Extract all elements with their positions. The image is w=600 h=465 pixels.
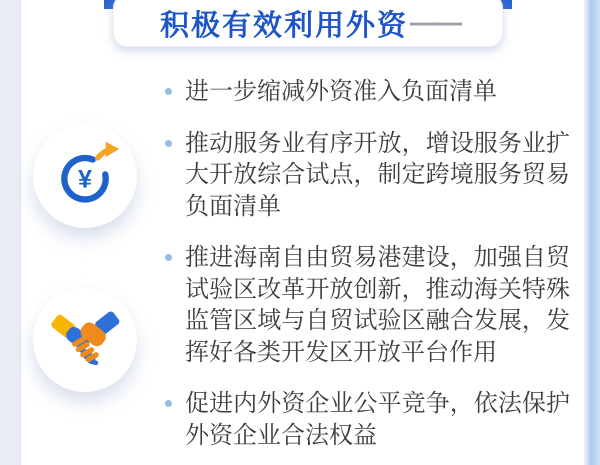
list-item — [163, 128, 570, 223]
list-item — [163, 76, 570, 108]
title-dash: —— — [410, 7, 456, 39]
yuan-symbol: ¥ — [77, 165, 93, 194]
section-title: 积极有效利用外资 — [159, 10, 408, 42]
bullet-dot-icon — [165, 140, 172, 147]
list-item — [163, 242, 570, 368]
handshake-glyph — [49, 304, 121, 376]
list-item-text: 推进海南自由贸易港建设，加强自贸试验区改革开放创新，推动海关特殊监管区域与自贸试验区融合发展，发挥好各类开发区开放平台作用 — [185, 244, 570, 366]
bullet-dot-icon — [165, 254, 172, 261]
yuan-flow-icon — [33, 124, 137, 228]
list-item-text: 促进内外资企业公平竞争，依法保护外资企业合法权益 — [185, 390, 570, 449]
section-header — [113, 0, 503, 47]
handshake-icon — [33, 288, 137, 392]
left-edge-strip — [0, 0, 21, 465]
right-edge-strip — [584, 0, 600, 465]
arrow-head — [106, 142, 120, 157]
bullet-dot-icon — [165, 400, 172, 407]
bullet-list — [163, 76, 570, 465]
list-item-text: 推动服务业有序开放，增设服务业扩大开放综合试点，制定跨境服务贸易负面清单 — [185, 129, 570, 220]
bullet-dot-icon — [165, 88, 172, 95]
yuan-flow-glyph — [49, 140, 121, 212]
list-item-text: 进一步缩减外资准入负面清单 — [185, 78, 497, 105]
list-item — [163, 388, 570, 451]
